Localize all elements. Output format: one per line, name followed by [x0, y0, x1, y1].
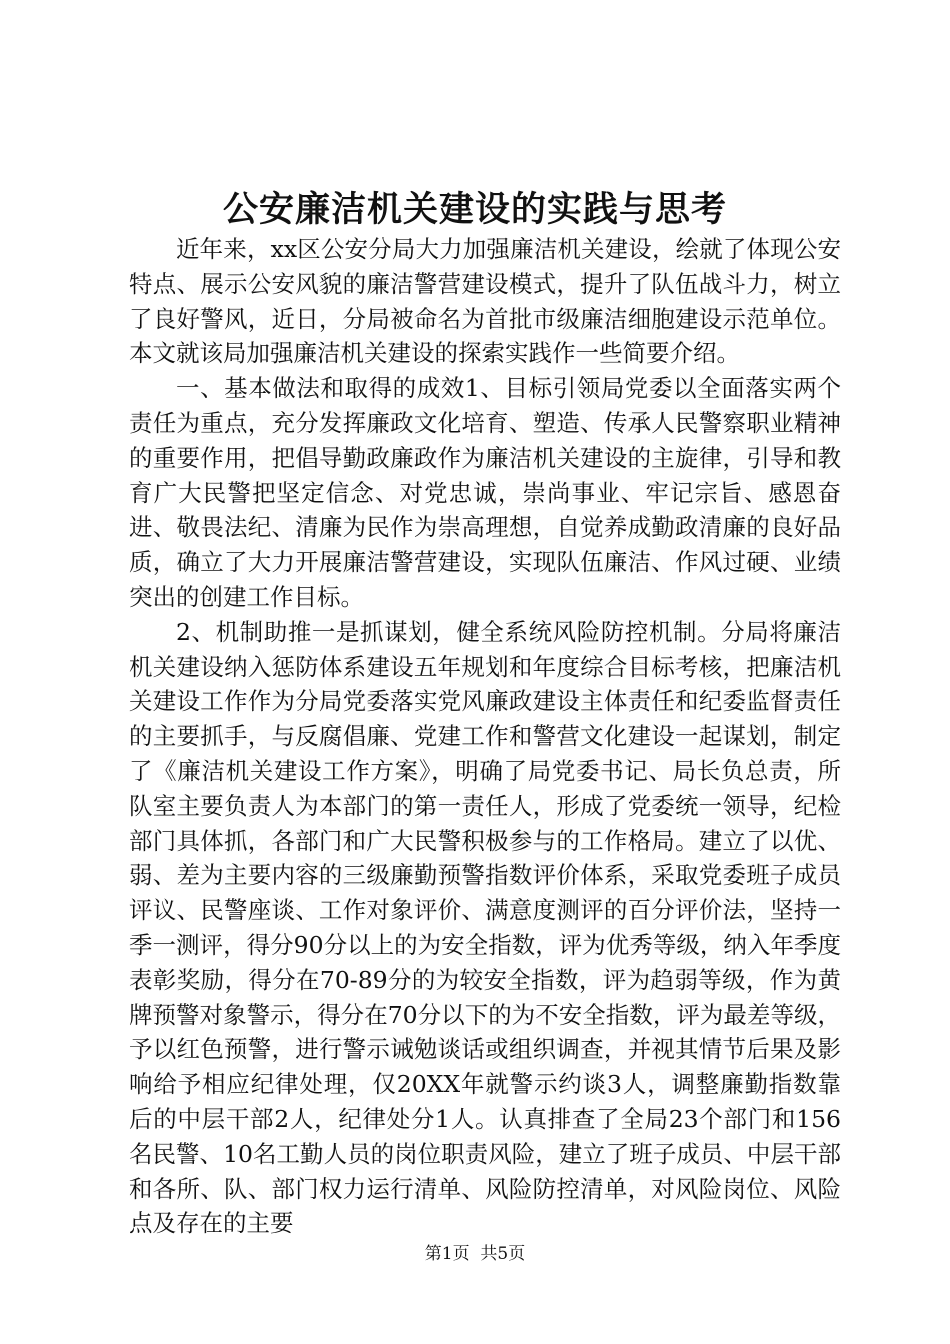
- document-body: [129, 232, 841, 1241]
- paragraph-section-1: 一、基本做法和取得的成效1、目标引领局党委以全面落实两个责任为重点，充分发挥廉政文化培育、塑造、传承人民警察职业精神的重要作用，把倡导勤政廉政作为廉洁机关建设的主旋律，引导和教育广大民警把坚定信念、对党忠诚，崇尚事业、牢记宗旨、感恩奋进、敬畏法纪、清廉为民作为崇高理想，自觉养成勤政清廉的良好品质，确立了大力开展廉洁警营建设，实现队伍廉洁、作风过硬、业绩突出的创建工作目标。: [129, 374, 841, 611]
- document-title: 公安廉洁机关建设的实践与思考: [222, 189, 727, 230]
- page-number: 第1页: [424, 1244, 470, 1264]
- page-footer: [0, 1242, 950, 1266]
- paragraph-intro: 近年来，xx区公安分局大力加强廉洁机关建设，绘就了体现公安特点、展示公安风貌的廉洁警营建设模式，提升了队伍战斗力，树立了良好警风，近日，分局被命名为首批市级廉洁细胞建设示范单位。本文就该局加强廉洁机关建设的探索实践作一些简要介绍。: [129, 235, 841, 368]
- page-total: 共5页: [480, 1244, 526, 1264]
- paragraph-section-2: 2、机制助推一是抓谋划，健全系统风险防控机制。分局将廉洁机关建设纳入惩防体系建设五年规划和年度综合目标考核，把廉洁机关建设工作作为分局党委落实党风廉政建设主体责任和纪委监督责任的主要抓手，与反腐倡廉、党建工作和警营文化建设一起谋划，制定了《廉洁机关建设工作方案》，明确了局党委书记、局长负总责，所队室主要负责人为本部门的第一责任人，形成了党委统一领导，纪检部门具体抓，各部门和广大民警积极参与的工作格局。建立了以优、弱、差为主要内容的三级廉勤预警指数评价体系，采取党委班子成员评议、民警座谈、工作对象评价、满意度测评的百分评价法，坚持一季一测评，得分90分以上的为安全指数，评为优秀等级，纳入年季度表彰奖励，得分在70-89分的为较安全指数，评为趋弱等级，作为黄牌预警对象警示，得分在70分以下的为不安全指数，评为最差等级，予以红色预警，进行警示诫勉谈话或组织调查，并视其情节后果及影响给予相应纪律处理，仅20XX年就警示约谈3人，调整廉勤指数靠后的中层干部2人，纪律处分1人。认真排查了全局23个部门和156名民警、10名工勤人员的岗位职责风险，建立了班子成员、中层干部和各所、队、部门权力运行清单、风险防控清单，对风险岗位、风险点及存在的主要: [129, 617, 841, 1238]
